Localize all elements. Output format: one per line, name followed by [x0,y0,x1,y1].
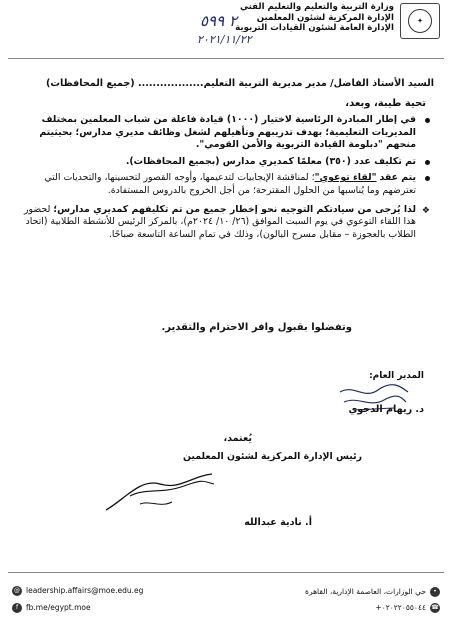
eagle-emblem-icon: ✦ [408,9,432,33]
footer-email-text: leadership.affairs@moe.edu.eg [26,586,144,595]
central-admin-head-name: أ. نادية عبدالله [244,517,312,528]
general-manager-signature [334,382,414,422]
bullet-dot-icon [425,118,430,123]
footer-phone-text: ٠٢٠٢٢٠٥٥٠٤٤+ [375,603,426,612]
bullet-text: في إطار المبادرة الرئاسية لاختيار (١٠٠٠) قيادة فاعلة من شباب المعلمين بمختلف المديريات التعليمية؛ بهدف تدريبهم وتأهيلهم لشغل وظائف مديري مدارس؛ بحيثيتم منحهم "دبلومة القيادة التربوية والأمن القومي". [39,114,416,151]
header-line-2: الإدارة المركزية لشئون المعلمين [256,12,394,23]
approved-label: يُعتمد، [223,433,252,444]
bullet-item [22,204,430,242]
facebook-icon: f [12,603,22,613]
central-admin-head-signature [100,470,220,520]
footer-phone [305,600,440,616]
bullet-highlight: "لقاء توعوي" [314,172,377,184]
diamond-bullet-icon: ❖ [421,205,430,216]
footer-address-text: حي الوزارات، العاصمة الإدارية، القاهرة [305,587,426,596]
bullet-text: لحضور هذا اللقاء التوعوي في يوم السبت الموافق (٢٦/ ١٠/ ٢٠٢٤م)، بالمركز الرئيس للأنشطة الطلابية (اتحاد الطلاب بالعجوزة – مقابل مسرح البالون)، وذلك في تمام الساعة التاسعة صباحًا. [23,203,416,240]
bullet-item [22,156,430,169]
footer-facebook [12,599,143,616]
central-admin-head-title: رئيس الإدارة المركزية لشئون المعلمين [183,451,362,462]
bullet-highlight: لذا يُرجى من سيادتكم التوجيه نحو إخطار جميع من تم تكليفهم كمديري مدارس؛ [53,203,416,215]
bullet-text: ؛ لمناقشة الإيجابيات لتدعيمها، وأوجه القصور لتحسينها، والتحديات التي تعترضهم وما يُناسبها من الحلول المقترحة؛ من أجل الخروج بالدروس المستفادة. [44,172,416,196]
bullet-prefix: يتم عقد [379,172,416,184]
footer-email [12,582,143,599]
bullet-dot-icon [425,160,430,165]
footer-address-block [305,584,440,616]
phone-icon: ☎ [431,604,439,611]
location-pin-icon: • [430,587,440,597]
footer-contacts [12,582,143,616]
bullet-text: تم تكليف عدد (٣٥٠) معلمًا كمديري مدارس (بجميع المحافظات). [125,155,416,167]
bullet-dot-icon [425,176,430,181]
footer-divider [8,572,444,573]
letter-body [22,114,430,245]
ministry-header [224,2,394,34]
general-manager-title: المدير العام: [369,371,424,381]
greeting: تحية طيبة، وبعد، [345,98,426,109]
email-icon: @ [14,587,20,594]
footer-facebook-text: fb.me/egypt.moe [26,603,91,612]
header-line-1: وزارة التربية والتعليم والتعليم الفني [239,2,394,12]
closing-line: وتفضلوا بقبول وافر الاحترام والتقدير. [161,322,352,333]
reference-number: ٢ ٥٩٩ [200,12,238,30]
footer-address [305,584,440,600]
bullet-item [22,114,430,152]
general-manager-name: د. ريهام الدجوي [348,404,424,415]
ministry-logo [400,3,440,39]
addressee: السيد الأستاذ الفاضل/ مدير مديرية التربية التعليم.................. (جميع المحافظات) [46,78,434,89]
bullet-item [22,172,430,197]
header-line-3: الإدارة العامة لشئون القيادات التربوية [235,23,394,33]
reference-date: ٢٠٢١/١١/٢٢ [197,33,252,46]
header-divider [8,58,444,59]
